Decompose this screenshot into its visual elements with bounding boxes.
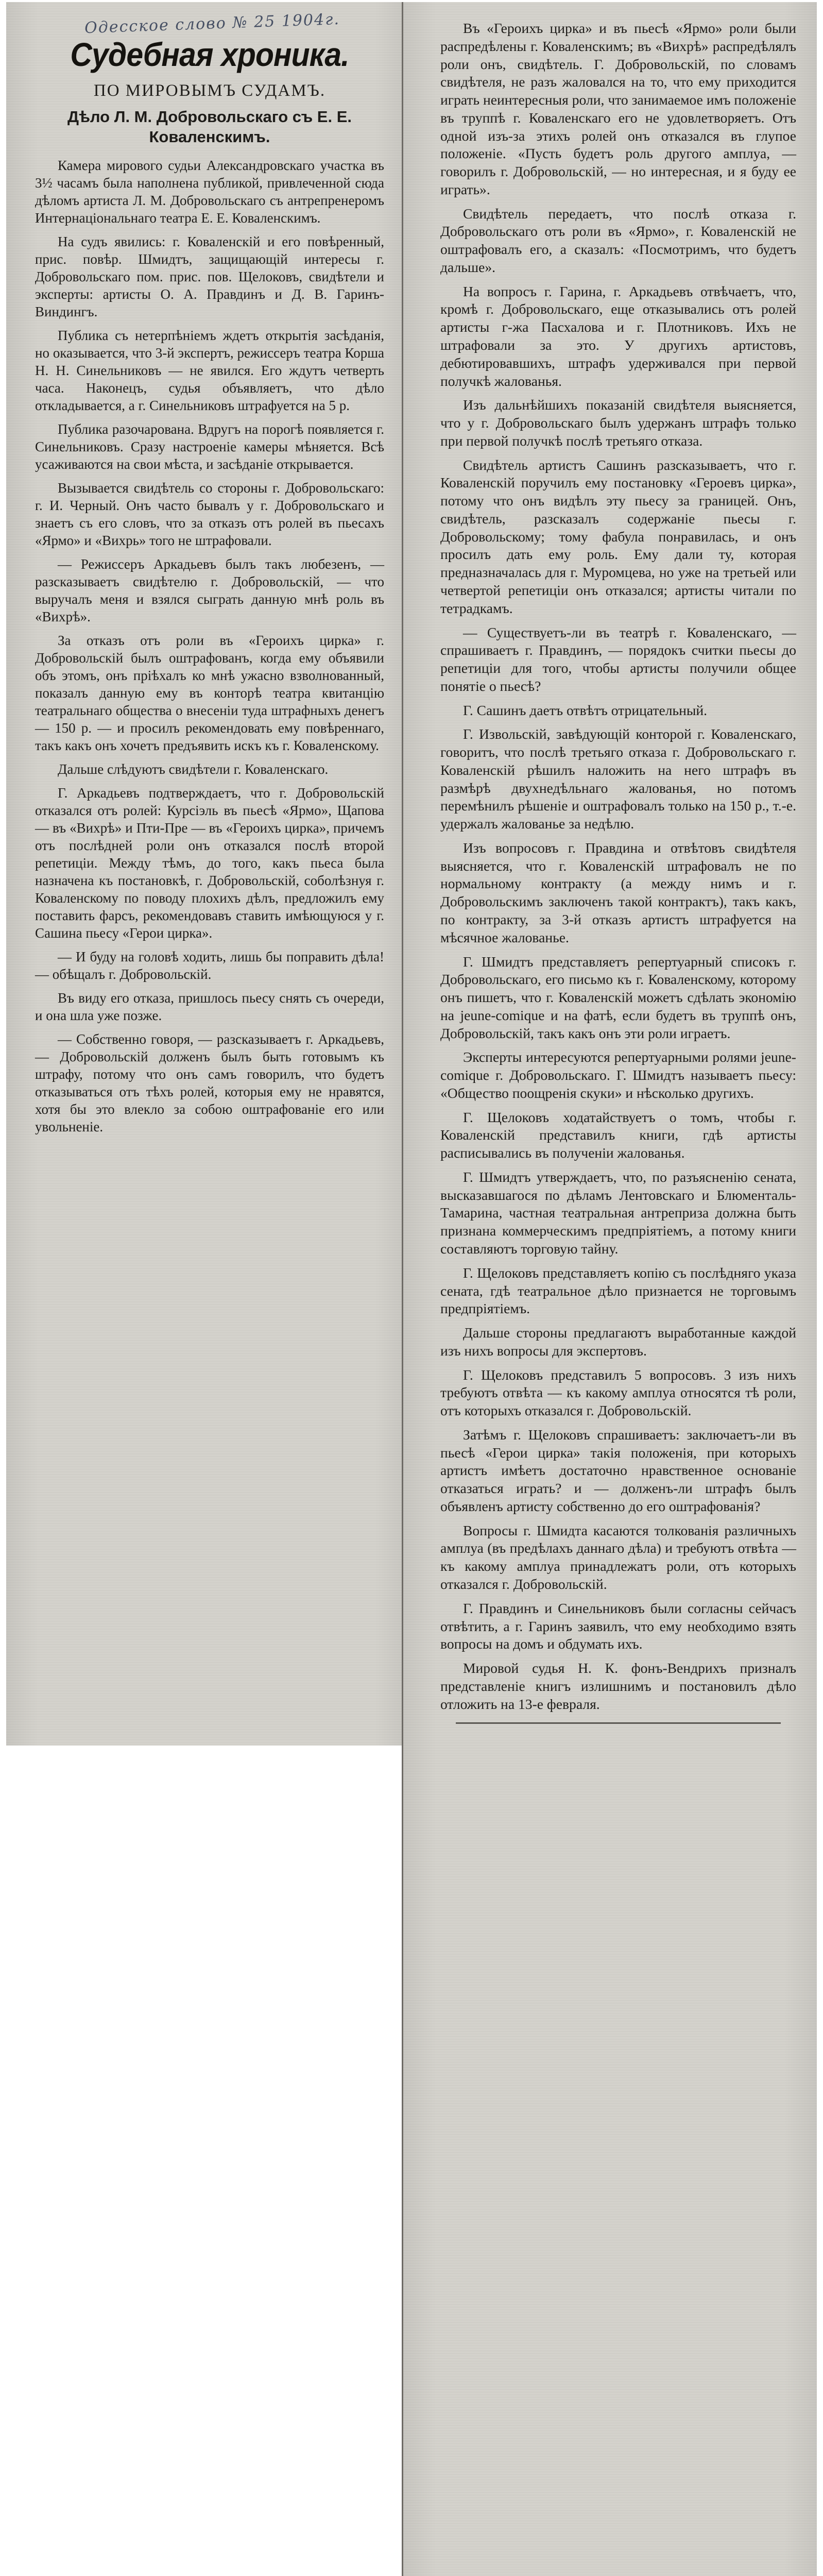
paragraph: Вызывается свидѣтель со стороны г. Добровольскаго: г. И. Черный. Онъ часто бывалъ у г. Добровольскаго и знаетъ съ его словъ, что за отказъ отъ ролей въ пьесахъ «Ярмо» и «Вихрь» того не штрафовали.	[35, 480, 384, 548]
paragraph: Г. Извольскій, завѣдующій конторой г. Коваленскаго, говоритъ, что послѣ третьяго отказа г. Добровольскаго г. Коваленскій рѣшилъ наложить на него штрафъ въ размѣрѣ двухнедѣльнаго жалованья, но потомъ перемѣнилъ рѣшеніе и оштрафовалъ только на 150 р., т.-е. удержалъ жалованье за недѣлю.	[440, 726, 796, 832]
left-paragraphs	[35, 157, 384, 1136]
paragraph: Публика съ нетерпѣніемъ ждетъ открытія засѣданія, но оказывается, что 3-й экспертъ, режиссеръ театра Корша Н. Н. Синельниковъ — не явился. Его ждутъ четверть часа. Наконецъ, судья объявляетъ, что дѣло откладывается, а г. Синельниковъ штрафуется на 5 р.	[35, 327, 384, 413]
paragraph: Дальше стороны предлагаютъ выработанные каждой изъ нихъ вопросы для экспертовъ.	[440, 1325, 796, 1359]
right-paragraphs	[440, 20, 796, 1713]
paragraph: Изъ вопросовъ г. Правдина и отвѣтовъ свидѣтеля выясняется, что г. Коваленскій штрафовалъ не по нормальному контракту (а между нимъ и г. Добровольскимъ заключенъ такой контрактъ), такъ какъ, по контракту, за 3-й отказъ артистъ штрафуется на мѣсячное жалованье.	[440, 839, 796, 945]
article-column-right	[402, 2, 817, 2576]
paragraph: Г. Шмидтъ представляетъ репертуарный списокъ г. Добровольскаго, его письмо къ г. Коваленскому, которому онъ пишетъ, что г. Коваленскій можетъ сдѣлать экономію на jeune-comique и на фатѣ, если будетъ въ труппѣ онъ, Добровольскій, такъ какъ онъ эти роли играетъ.	[440, 953, 796, 1041]
paragraph: Мировой судья Н. К. фонъ-Вендрихъ призналъ представленіе книгъ излишнимъ и постановилъ дѣло отложить на 13-е февраля.	[440, 1660, 796, 1712]
section-subheading: ПО МИРОВЫМЪ СУДАМЪ.	[93, 81, 326, 100]
paragraph: — Режиссеръ Аркадьевъ былъ такъ любезенъ, — разсказываетъ свидѣтелю г. Добровольскій, — что выручалъ меня и взялся сыграть данную мнѣ роль въ «Вихрѣ».	[35, 556, 384, 624]
article-end-rule	[456, 1722, 781, 1724]
paragraph: Свидѣтель артистъ Сашинъ разсказываетъ, что г. Коваленскій поручилъ ему постановку «Героевъ цирка», потому что онъ видѣлъ эту пьесу за границей. Онъ, свидѣтель, разсказалъ содержаніе пьесы г. Добровольскому; тому фабула понравилась, и онъ просилъ дать ему роль. Ему дали ту, которая предназначалась для г. Муромцева, но уже на третьей или четвертой репетиціи онъ отказался; артисты читали по тетрадкамъ.	[440, 456, 796, 616]
paragraph: Г. Сашинъ даетъ отвѣтъ отрицательный.	[463, 702, 708, 718]
masthead-title: Судебная хроника.	[70, 36, 349, 73]
paragraph: Г. Шмидтъ утверждаетъ, что, по разъясненію сената, высказавшагося по дѣламъ Лентовскаго и Блюменталь-Тамарина, частная театральная антреприза должна быть признана коммерческимъ предпріятіемъ, а потому книги составляютъ торговую тайну.	[440, 1168, 796, 1257]
paragraph: Эксперты интересуются репертуарными ролями jeune-comique г. Добровольскаго. Г. Шмидтъ называетъ пьесу: «Общество поощренія скуки» и нѣсколько другихъ.	[440, 1049, 796, 1101]
paragraph: Изъ дальнѣйшихъ показаній свидѣтеля выясняется, что у г. Добровольскаго былъ удержанъ штрафъ только при первой получкѣ послѣ третьяго отказа.	[440, 397, 796, 449]
paragraph: — Собственно говоря, — разсказываетъ г. Аркадьевъ, — Добровольскій долженъ былъ быть готовымъ къ штрафу, потому что онъ самъ говорилъ, что будетъ отказываться отъ тѣхъ ролей, которыя ему не нравятся, хотя бы это влекло за собою оштрафованіе его или увольненіе.	[35, 1031, 384, 1135]
paragraph: Г. Щелоковъ ходатайствуетъ о томъ, чтобы г. Коваленскій представилъ книги, гдѣ артисты расписывались въ полученіи жалованья.	[440, 1109, 796, 1161]
paragraph: Въ «Героихъ цирка» и въ пьесѣ «Ярмо» роли были распредѣлены г. Коваленскимъ; въ «Вихрѣ» распредѣлялъ роли онъ, свидѣтель. Г. Добровольскій, по словамъ свидѣтеля, не разъ жаловался на то, что ему приходится играть неинтересныя роли, что занимаемое имъ положеніе въ труппѣ г. Коваленскаго его не удовлетворяетъ. Отъ одной изъ-за этихъ ролей онъ отказался въ глупое положеніе. «Пусть будетъ роль другого амплуа, — говорилъ г. Добровольскій, — но интересная, и я буду ее играть».	[440, 20, 796, 197]
paragraph: Камера мирового судьи Александровскаго участка въ 3½ часамъ была наполнена публикой, привлеченной сюда дѣломъ артиста Л. М. Добровольскаго съ антрепренеромъ Интернаціональнаго театра Е. Е. Коваленскимъ.	[35, 157, 384, 226]
paragraph: Г. Аркадьевъ подтверждаетъ, что г. Добровольскій отказался отъ ролей: Курсіэль въ пьесѣ «Ярмо», Щапова — въ «Вихрѣ» и Пти-Пре — въ «Героихъ цирка», причемъ отъ послѣдней роли онъ отказался послѣ второй репетиціи. Между тѣмъ, до того, какъ пьеса была назначена къ постановкѣ, г. Добровольскій, соболѣзнуя г. Коваленскому по поводу плохихъ дѣлъ, предложилъ ему поставить фарсъ, рекомендовавъ ставить имѣющуюся у г. Сашина пьесу «Герои цирка».	[35, 785, 384, 941]
paragraph: Дальше слѣдуютъ свидѣтели г. Коваленскаго.	[58, 761, 329, 777]
paragraph: Публика разочарована. Вдругъ на порогѣ появляется г. Синельниковъ. Сразу настроеніе камеры мѣняется. Всѣ усаживаются на свои мѣста, и засѣданіе открывается.	[35, 421, 384, 472]
paragraph: За отказъ отъ роли въ «Героихъ цирка» г. Добровольскій былъ оштрафованъ, когда ему объявили объ этомъ, онъ пріѣхалъ ко мнѣ ужасно взволнованный, показалъ данную ему въ конторѣ театра квитанцію театральнаго общества о внесеніи туда штрафныхъ денегъ — 150 р. — и просилъ рекомендовать ему повѣреннаго, такъ какъ онъ хочетъ предъявить искъ къ г. Коваленскому.	[35, 632, 384, 753]
paragraph: Г. Щелоковъ представляетъ копію съ послѣдняго указа сената, гдѣ театральное дѣло признается не торговымъ предпріятіемъ.	[440, 1264, 796, 1317]
paragraph: — Существуетъ-ли въ театрѣ г. Коваленскаго, — спрашиваетъ г. Правдинъ, — порядокъ считки пьесы до репетиціи для того, чтобы артисты получили общее понятіе о пьесѣ?	[440, 624, 796, 694]
paragraph: На вопросъ г. Гарина, г. Аркадьевъ отвѣчаетъ, что, кромѣ г. Добровольскаго, еще отказывались отъ ролей артисты г-жа Пасхалова и г. Плотниковъ. Ихъ не штрафовали за это. У другихъ артистовъ, дебютировавшихъ, штрафъ удерживался при первой получкѣ жалованья.	[440, 283, 796, 389]
case-title: Дѣло Л. М. Добровольскаго съ Е. Е. Коваленскимъ.	[67, 108, 352, 146]
paragraph: На судъ явились: г. Коваленскій и его повѣренный, прис. повѣр. Шмидтъ, защищающій интересы г. Добровольскаго пом. прис. пов. Щелоковъ, свидѣтели и эксперты: артисты О. А. Правдинъ и Д. В. Гаринъ-Виндингъ.	[35, 233, 384, 319]
article-column-left	[6, 2, 408, 1745]
paragraph: — И буду на головѣ ходить, лишь бы поправить дѣла! — обѣщалъ г. Добровольскій.	[35, 949, 384, 982]
paragraph: Г. Правдинъ и Синельниковъ были согласны сейчасъ отвѣтить, а г. Гаринъ заявилъ, что ему необходимо взять вопросы на домъ и обдумать ихъ.	[440, 1600, 796, 1652]
handwritten-source-note: Одесское слово № 25 1904г.	[84, 10, 340, 38]
paragraph: Вопросы г. Шмидта касаются толкованія различныхъ амплуа (въ предѣлахъ даннаго дѣла) и требуютъ отвѣта — къ какому амплуа принадлежатъ роли, отъ которыхъ отказался г. Добровольскій.	[440, 1522, 796, 1592]
paragraph: Г. Щелоковъ представилъ 5 вопросовъ. 3 изъ нихъ требуютъ отвѣта — къ какому амплуа относятся тѣ роли, отъ которыхъ отказался г. Добровольскій.	[440, 1366, 796, 1419]
paragraph: Затѣмъ г. Щелоковъ спрашиваетъ: заключаетъ-ли въ пьесѣ «Герои цирка» такія положенія, при которыхъ артистъ имѣетъ достаточно нравственное основаніе отказаться играть? и — долженъ-ли штрафъ былъ объявленъ артисту собственно до его оштрафованія?	[440, 1426, 796, 1514]
paragraph: Свидѣтель передаетъ, что послѣ отказа г. Добровольскаго отъ роли въ «Ярмо», г. Коваленскій не оштрафовалъ его, а сказалъ: «Посмотримъ, что будетъ дальше».	[440, 205, 796, 275]
paragraph: Въ виду его отказа, пришлось пьесу снять съ очереди, и она шла уже позже.	[35, 990, 384, 1024]
